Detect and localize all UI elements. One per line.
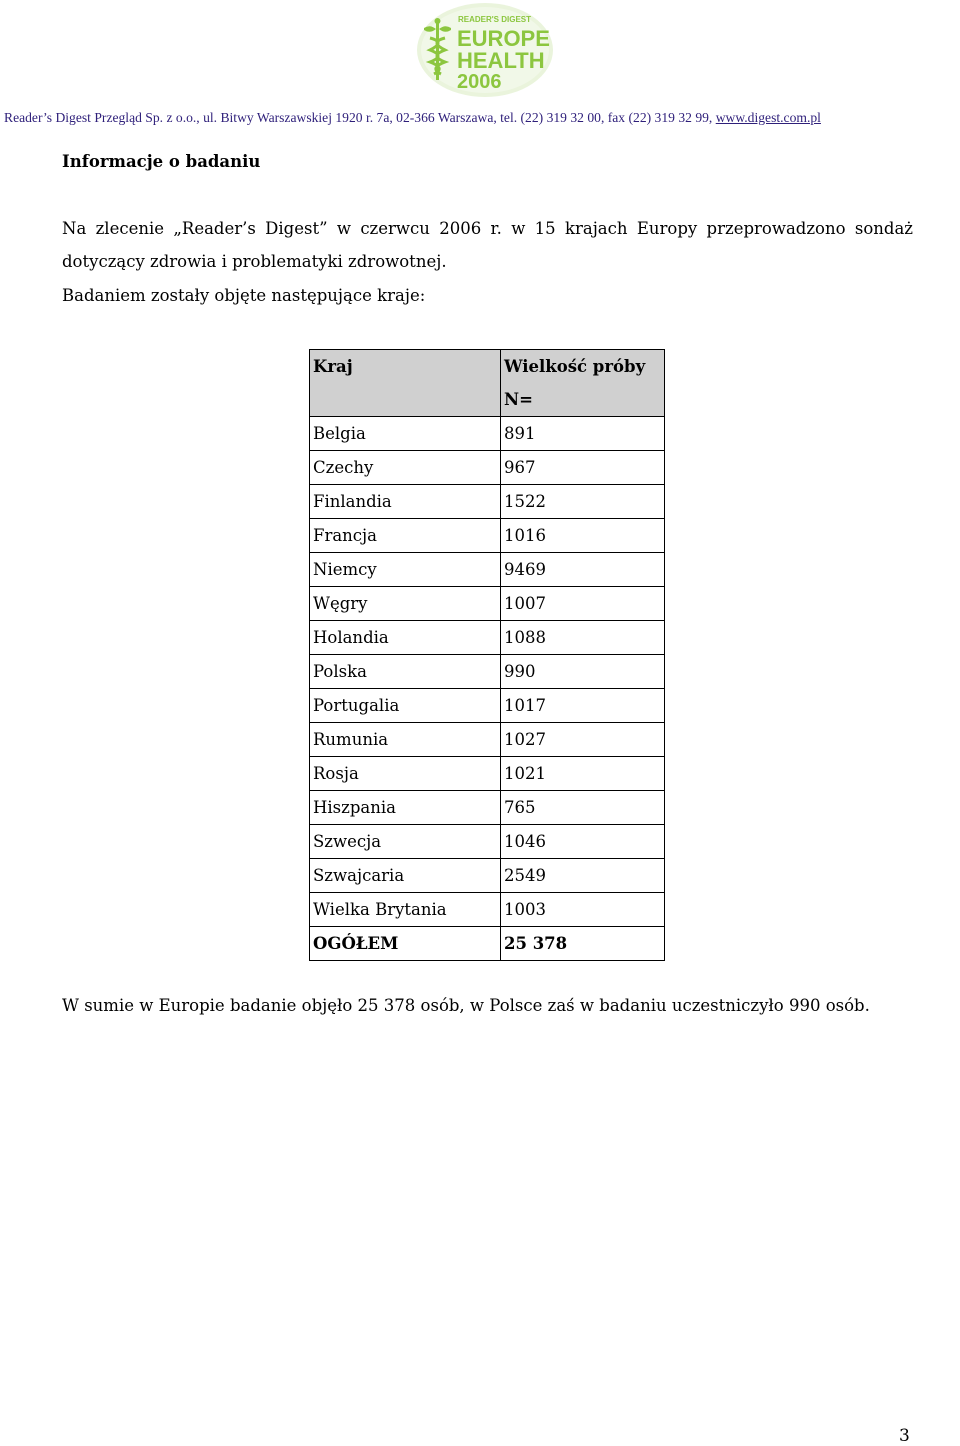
table-total-row — [310, 927, 665, 961]
country-cell: Szwecja — [310, 825, 501, 859]
sample-size-cell: 765 — [501, 791, 665, 825]
country-cell: Szwajcaria — [310, 859, 501, 893]
country-cell: Portugalia — [310, 689, 501, 723]
sample-size-cell: 1046 — [501, 825, 665, 859]
header-sample-size-label: Wielkość próby — [504, 357, 646, 376]
total-label-cell: OGÓŁEM — [310, 927, 501, 961]
table-row — [310, 451, 665, 485]
table-row — [310, 621, 665, 655]
sample-size-cell: 1522 — [501, 485, 665, 519]
company-address — [4, 110, 956, 126]
country-cell: Rosja — [310, 757, 501, 791]
sample-size-cell: 1016 — [501, 519, 665, 553]
address-text: Reader’s Digest Przegląd Sp. z o.o., ul. Bitwy Warszawskiej 1920 r. 7a, 02-366 Warszawa, tel. (22) 319 32 00, fax (22) 319 32 99, — [4, 110, 716, 125]
table-body — [310, 417, 665, 961]
header-sample-size-n: N= — [504, 390, 533, 409]
sample-size-cell: 967 — [501, 451, 665, 485]
page-number: 3 — [899, 1426, 910, 1446]
country-cell: Wielka Brytania — [310, 893, 501, 927]
sample-size-cell: 9469 — [501, 553, 665, 587]
table-row — [310, 485, 665, 519]
sample-size-cell: 1088 — [501, 621, 665, 655]
header-country: Kraj — [310, 350, 501, 417]
logo-line-2: EUROPE — [457, 26, 550, 51]
table-row — [310, 723, 665, 757]
logo-line-4: 2006 — [457, 71, 502, 93]
logo-line-3: HEALTH — [457, 48, 545, 73]
table-row — [310, 859, 665, 893]
country-cell: Czechy — [310, 451, 501, 485]
table-row — [310, 893, 665, 927]
table-row — [310, 553, 665, 587]
sample-size-cell: 891 — [501, 417, 665, 451]
table-row — [310, 825, 665, 859]
table-row — [310, 587, 665, 621]
sample-size-cell: 1027 — [501, 723, 665, 757]
table-row — [310, 417, 665, 451]
country-cell: Polska — [310, 655, 501, 689]
country-cell: Belgia — [310, 417, 501, 451]
country-cell: Francja — [310, 519, 501, 553]
country-cell: Finlandia — [310, 485, 501, 519]
table-header-row — [310, 350, 665, 417]
logo-line-1: READER'S DIGEST — [458, 15, 532, 24]
website-link[interactable]: www.digest.com.pl — [715, 110, 821, 125]
table-row — [310, 791, 665, 825]
sample-size-cell: 1017 — [501, 689, 665, 723]
table-row — [310, 655, 665, 689]
sample-size-cell: 1007 — [501, 587, 665, 621]
table-row — [310, 757, 665, 791]
header-sample-size — [501, 350, 665, 417]
sample-size-cell: 1021 — [501, 757, 665, 791]
section-title: Informacje o badaniu — [62, 152, 261, 171]
country-cell: Hiszpania — [310, 791, 501, 825]
sample-size-cell: 2549 — [501, 859, 665, 893]
summary-paragraph: W sumie w Europie badanie objęło 25 378 osób, w Polsce zaś w badaniu uczestniczyło 990 osób. — [62, 996, 870, 1015]
europe-health-logo — [416, 2, 554, 98]
countries-intro: Badaniem zostały objęte następujące kraje: — [62, 286, 426, 305]
sample-size-cell: 1003 — [501, 893, 665, 927]
country-cell: Holandia — [310, 621, 501, 655]
total-value-cell: 25 378 — [501, 927, 665, 961]
table-row — [310, 689, 665, 723]
sample-size-table — [309, 349, 665, 961]
country-cell: Węgry — [310, 587, 501, 621]
sample-size-cell: 990 — [501, 655, 665, 689]
table-row — [310, 519, 665, 553]
country-cell: Rumunia — [310, 723, 501, 757]
intro-paragraph: Na zlecenie „Reader’s Digest” w czerwcu 2006 r. w 15 krajach Europy przeprowadzono sondaż dotyczący zdrowia i problematyki zdrowotnej. — [62, 219, 913, 271]
country-cell: Niemcy — [310, 553, 501, 587]
